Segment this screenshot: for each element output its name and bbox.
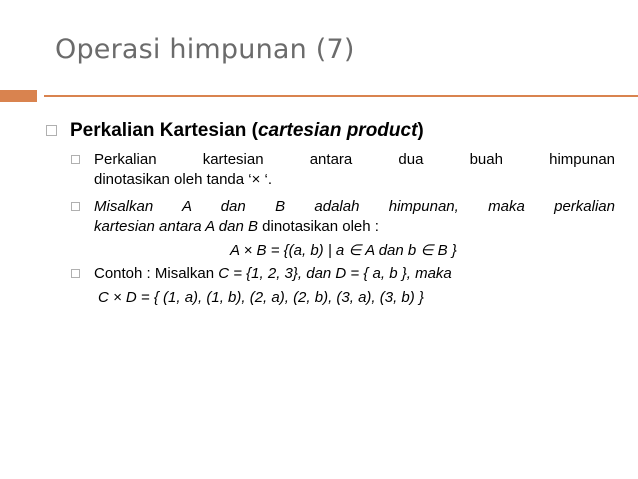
slide-content bbox=[40, 118, 615, 309]
notation-line-1: Misalkan A dan B adalah himpunan, maka perkalian bbox=[94, 197, 615, 215]
notation-line-2-italic: kartesian antara A dan B bbox=[94, 218, 258, 235]
bullet-definition bbox=[40, 150, 615, 191]
square-bullet-icon bbox=[46, 125, 57, 136]
example-set-d: , dan D = { a, b } bbox=[297, 264, 407, 282]
title-underline bbox=[44, 95, 638, 97]
accent-block bbox=[0, 90, 37, 102]
example-end: , maka bbox=[406, 264, 452, 282]
bullet-notation bbox=[40, 197, 615, 262]
bullet-example bbox=[40, 264, 615, 284]
example-result: C × D = { (1, a), (1, b), (2, a), (2, b), (3, a), (3, b) } bbox=[98, 289, 424, 307]
cartesian-formula: A × B = {(a, b) | a ∈ A dan b ∈ B } bbox=[230, 242, 457, 260]
example-lead: Contoh : Misalkan bbox=[94, 264, 219, 282]
heading-bold: Perkalian Kartesian ( bbox=[70, 120, 258, 141]
definition-line-2: dinotasikan oleh tanda ‘× ‘. bbox=[94, 171, 273, 189]
notation-line-2-rest: dinotasikan oleh : bbox=[258, 218, 379, 235]
definition-line-1: Perkalian kartesian antara dua buah himpunan bbox=[94, 150, 615, 168]
heading-italic: cartesian product bbox=[257, 120, 418, 141]
heading-text bbox=[70, 120, 424, 141]
slide-title: Operasi himpunan (7) bbox=[55, 34, 355, 65]
heading-item bbox=[40, 118, 615, 144]
square-bullet-icon bbox=[71, 155, 80, 164]
square-bullet-icon bbox=[71, 269, 80, 278]
notation-line-2 bbox=[94, 218, 379, 235]
heading-close: ) bbox=[417, 120, 424, 141]
square-bullet-icon bbox=[71, 202, 80, 211]
example-set-c: C = {1, 2, 3} bbox=[218, 264, 298, 282]
